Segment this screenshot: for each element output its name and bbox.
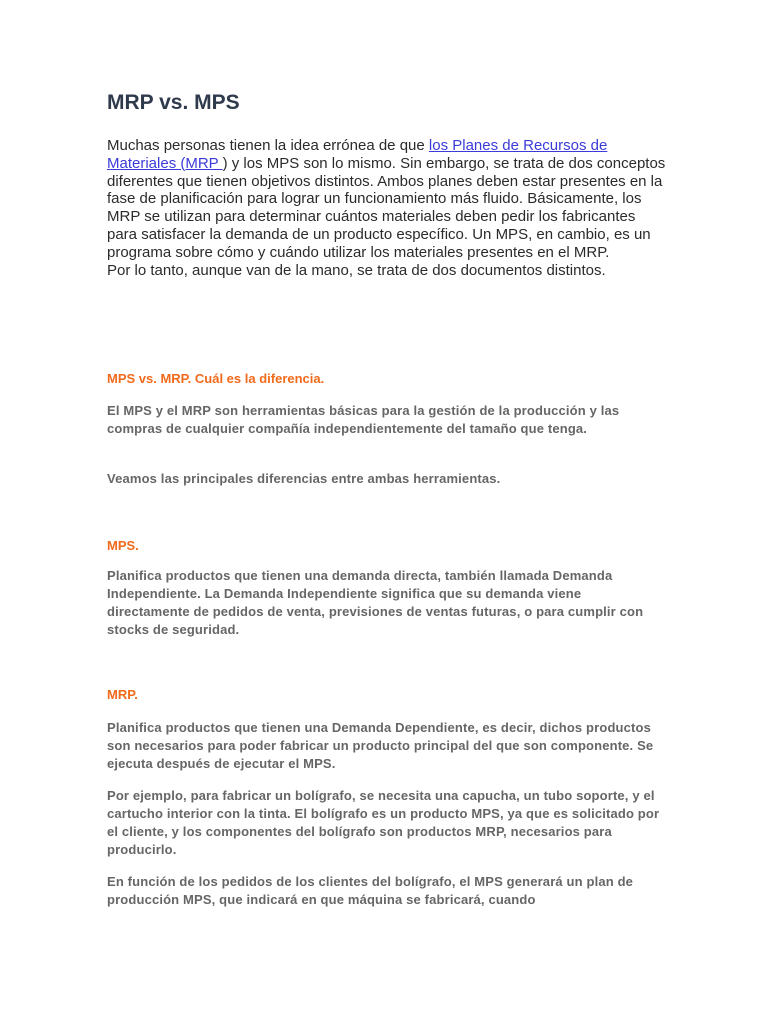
intro-conclusion: Por lo tanto, aunque van de la mano, se trata de dos documentos distintos. bbox=[107, 261, 606, 279]
intro-text-after-link: ) y los MPS son lo mismo. Sin embargo, se trata de dos conceptos diferentes que tienen objetivos distintos. Ambos planes deben estar presentes en la fase de planificación para lograr un funcionamiento más fluido. Básicamente, los MRP se utilizan para determinar cuántos materiales deben pedir los fabricantes para satisfacer la demanda de un producto específico. Un MPS, en cambio, es un programa sobre cómo y cuándo utilizar los materiales presentes en el MRP. bbox=[107, 154, 666, 261]
difference-paragraph-2: Veamos las principales diferencias entre ambas herramientas. bbox=[107, 471, 501, 486]
mrp-paragraph-2: Por ejemplo, para fabricar un bolígrafo, se necesita una capucha, un tubo soporte, y el cartucho interior con la tinta. El bolígrafo es un producto MPS, ya que es solicitado por el cliente, y los componentes del bolígrafo son productos MRP, necesarios para producirlo. bbox=[107, 788, 660, 857]
mrp-paragraph-1: Planifica productos que tienen una Demanda Dependiente, es decir, dichos productos son necesarios para poder fabricar un producto principal del que son componente. Se ejecuta después de ejecutar el MPS. bbox=[107, 720, 654, 771]
difference-heading: MPS vs. MRP. Cuál es la diferencia. bbox=[107, 371, 325, 386]
intro-paragraph bbox=[107, 137, 667, 279]
difference-paragraph-1: El MPS y el MRP son herramientas básicas para la gestión de la producción y las compras de cualquier compañía independientemente del tamaño que tenga. bbox=[107, 403, 620, 436]
mps-paragraph: Planifica productos que tienen una demanda directa, también llamada Demanda Independiente. La Demanda Independiente significa que su demanda viene directamente de pedidos de venta, previsiones de ventas futuras, o para cumplir con stocks de seguridad. bbox=[107, 568, 644, 637]
mrp-heading: MRP. bbox=[107, 687, 138, 702]
page-title: MRP vs. MPS bbox=[107, 91, 240, 114]
mps-heading: MPS. bbox=[107, 538, 139, 553]
mrp-link[interactable]: los Planes de Recursos de Materiales (MRP bbox=[107, 137, 608, 172]
intro-text-before-link: Muchas personas tienen la idea errónea de que bbox=[107, 137, 429, 154]
mrp-paragraph-3: En función de los pedidos de los clientes del bolígrafo, el MPS generará un plan de producción MPS, que indicará en que máquina se fabricará, cuando bbox=[107, 874, 634, 907]
